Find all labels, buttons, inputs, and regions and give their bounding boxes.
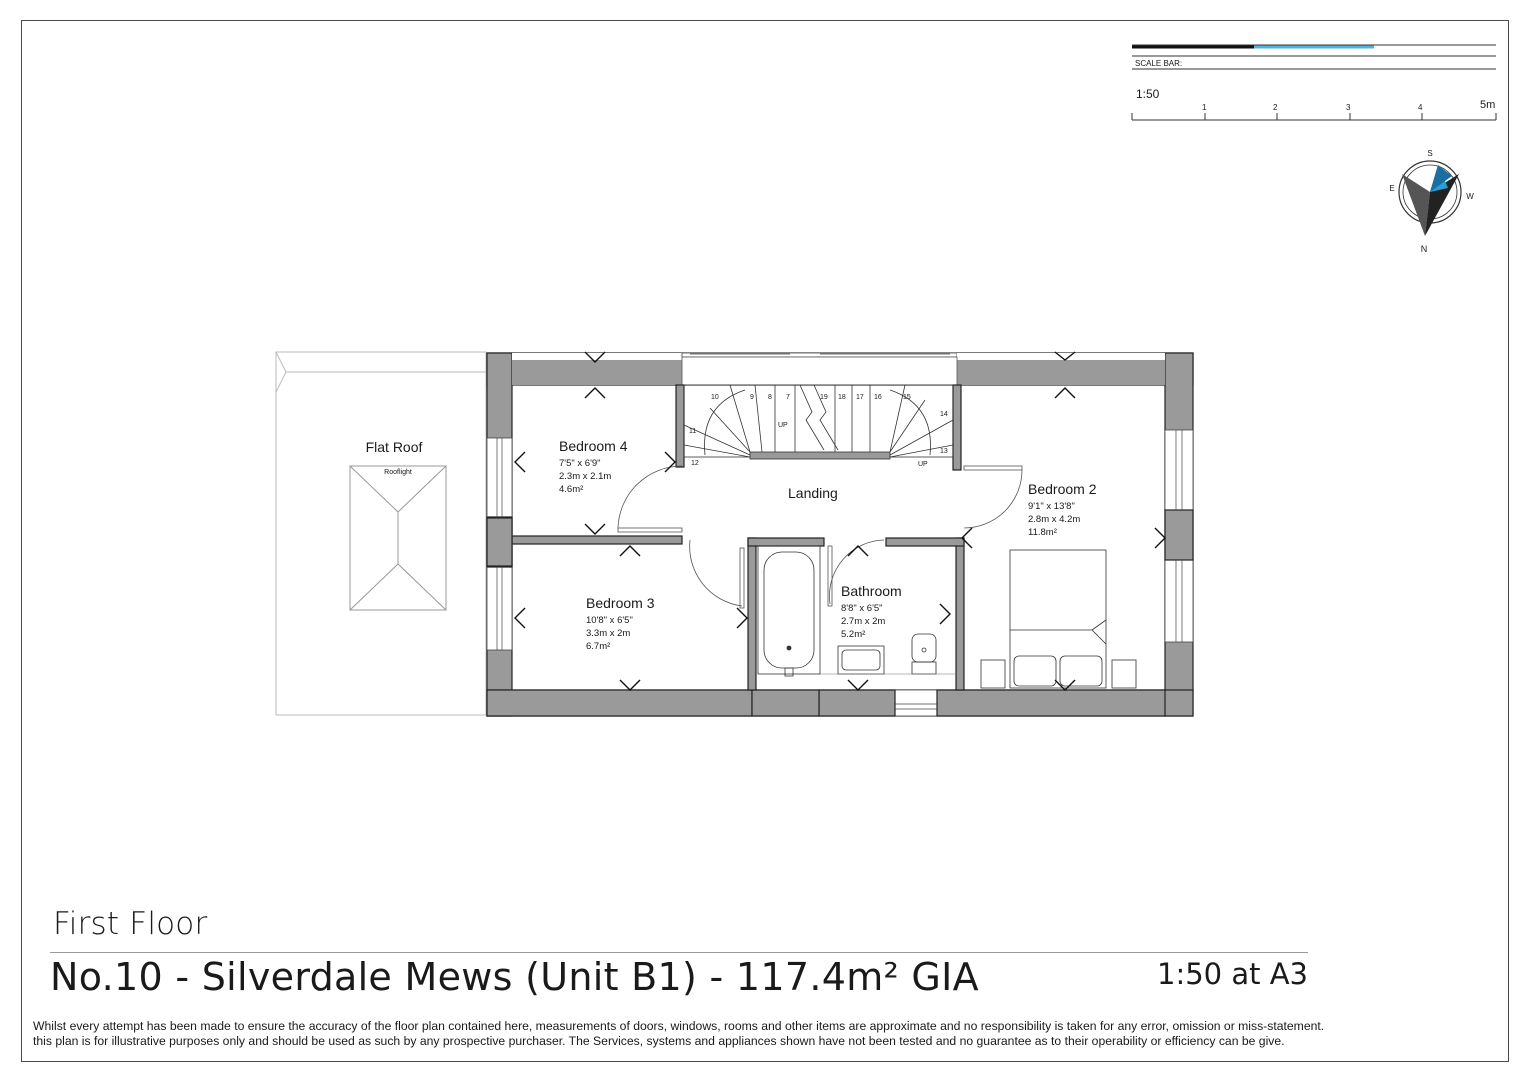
room-area: 11.8m² <box>1028 527 1057 538</box>
scale-tick-3: 3 <box>1346 103 1351 112</box>
window-openings <box>487 353 1193 716</box>
room-bedroom-2 <box>1028 481 1097 538</box>
stair-step-left-top: 10 <box>711 394 719 401</box>
compass-south: S <box>1427 149 1433 158</box>
stair-step-left-side: 12 <box>691 460 699 467</box>
landing-label: Landing <box>788 485 838 501</box>
stair-step-left-top: 9 <box>750 394 754 401</box>
scale-bar-label: SCALE BAR: <box>1135 59 1183 68</box>
room-dim-imperial: 9'1" x 13'8" <box>1028 501 1075 512</box>
room-area: 6.7m² <box>586 641 611 652</box>
plan-title: No.10 - Silverdale Mews (Unit B1) - 117.4m² GIA <box>50 955 979 999</box>
room-name: Bedroom 2 <box>1028 481 1097 497</box>
compass-rose-icon <box>1389 149 1474 254</box>
scale-tick-1: 1 <box>1202 103 1207 112</box>
room-area: 4.6m² <box>559 484 584 495</box>
bed <box>981 550 1136 688</box>
room-dim-imperial: 7'5" x 6'9" <box>559 458 601 469</box>
disclaimer <box>33 1019 1503 1049</box>
wall-details <box>487 385 1193 716</box>
scale-ratio: 1:50 <box>1136 87 1160 101</box>
room-dim-imperial: 8'8" x 6'5" <box>841 603 883 614</box>
room-dim-metric: 2.3m x 2.1m <box>559 471 612 482</box>
room-bedroom-3 <box>586 595 655 652</box>
stair-step-right-top: 17 <box>856 394 864 401</box>
floor-label: First Floor <box>53 906 208 942</box>
flat-roof-label: Flat Roof <box>365 439 423 455</box>
bathtub <box>758 546 820 676</box>
scale-bar <box>1132 45 1496 120</box>
compass-east: E <box>1389 184 1395 193</box>
stair-step-left-top: 7 <box>786 394 790 401</box>
room-area: 5.2m² <box>841 629 866 640</box>
room-dim-metric: 2.7m x 2m <box>841 616 886 627</box>
room-bathroom <box>841 583 902 640</box>
stair-step-right-top: 15 <box>903 394 911 401</box>
stair-step-right-top: 16 <box>874 394 882 401</box>
washbasin <box>838 646 884 674</box>
stair-step-right-side: 13 <box>940 448 948 455</box>
room-bedroom-4 <box>559 438 628 495</box>
stair-step-right-top: 18 <box>838 394 846 401</box>
flat-roof-area <box>276 352 486 715</box>
rooflight <box>350 466 446 610</box>
stair-up-label: UP <box>778 422 788 429</box>
walls <box>487 353 1193 716</box>
disclaimer-line: Whilst every attempt has been made to ensure the accuracy of the floor plan contained here, measurements of doors, windows, rooms and other items are approximate and no responsibility is taken for any error, omission or miss-statement. <box>33 1019 1325 1033</box>
scale-end-label: 5m <box>1480 99 1496 111</box>
room-dim-metric: 2.8m x 4.2m <box>1028 514 1081 525</box>
disclaimer-line: this plan is for illustrative purposes only and should be used as such by any prospective purchaser. The Services, systems and appliances shown have not been tested and no guarantee as to their operability or efficiency can be give. <box>33 1034 1285 1048</box>
scale-tick-2: 2 <box>1273 103 1278 112</box>
rooflight-label: Rooflight <box>384 469 412 476</box>
compass-north: N <box>1420 244 1428 254</box>
stair-step-left-side: 11 <box>689 428 697 435</box>
compass-west: W <box>1466 192 1474 201</box>
title-divider <box>50 952 1308 953</box>
room-dim-metric: 3.3m x 2m <box>586 628 631 639</box>
room-dim-imperial: 10'8" x 6'5" <box>586 615 633 626</box>
stair-step-right-side: 14 <box>940 411 948 418</box>
room-name: Bedroom 4 <box>559 438 628 454</box>
stair-up-label: UP <box>918 461 928 468</box>
scale-tick-4: 4 <box>1418 103 1423 112</box>
stair-step-left-top: 8 <box>768 394 772 401</box>
toilet <box>912 634 936 674</box>
stair-step-right-top: 19 <box>820 394 828 401</box>
staircase <box>684 385 953 459</box>
room-name: Bathroom <box>841 583 902 599</box>
scale-note: 1:50 at A3 <box>1157 957 1308 991</box>
room-name: Bedroom 3 <box>586 595 655 611</box>
